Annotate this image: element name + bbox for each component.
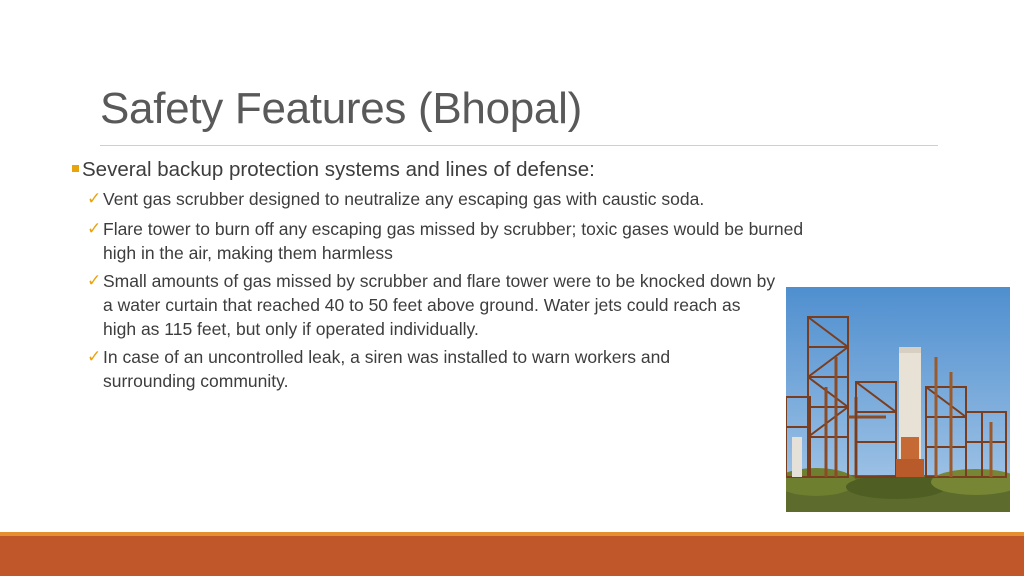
main-bullet	[72, 158, 595, 182]
footer-band	[0, 536, 1024, 576]
sub-bullet-4	[87, 345, 747, 393]
slide-title: Safety Features (Bhopal)	[100, 84, 582, 133]
sub-bullet-text: Small amounts of gas missed by scrubber and flare tower were to be knocked down by a water curtain that reached 40 to 50 feet above ground. Water jets could reach as high as 115 feet, but only if operated individually.	[103, 271, 776, 339]
sub-bullet-text: Flare tower to burn off any escaping gas missed by scrubber; toxic gases would be burned high in the air, making them harmless	[103, 219, 804, 263]
title-divider	[100, 145, 938, 146]
sub-bullet-3	[87, 269, 777, 341]
checkmark-icon: ✓	[87, 347, 102, 366]
square-bullet-icon	[72, 165, 79, 172]
checkmark-icon: ✓	[87, 271, 102, 290]
sub-bullet-2	[87, 217, 813, 265]
main-bullet-text: Several backup protection systems and lines of defense:	[82, 158, 595, 181]
sub-bullet-1	[87, 187, 807, 211]
sub-bullet-text: In case of an uncontrolled leak, a siren was installed to warn workers and surrounding community.	[103, 347, 671, 391]
sub-bullet-text: Vent gas scrubber designed to neutralize any escaping gas with caustic soda.	[103, 189, 705, 209]
checkmark-icon: ✓	[87, 189, 102, 208]
plant-photo	[786, 287, 1010, 512]
checkmark-icon: ✓	[87, 219, 102, 238]
